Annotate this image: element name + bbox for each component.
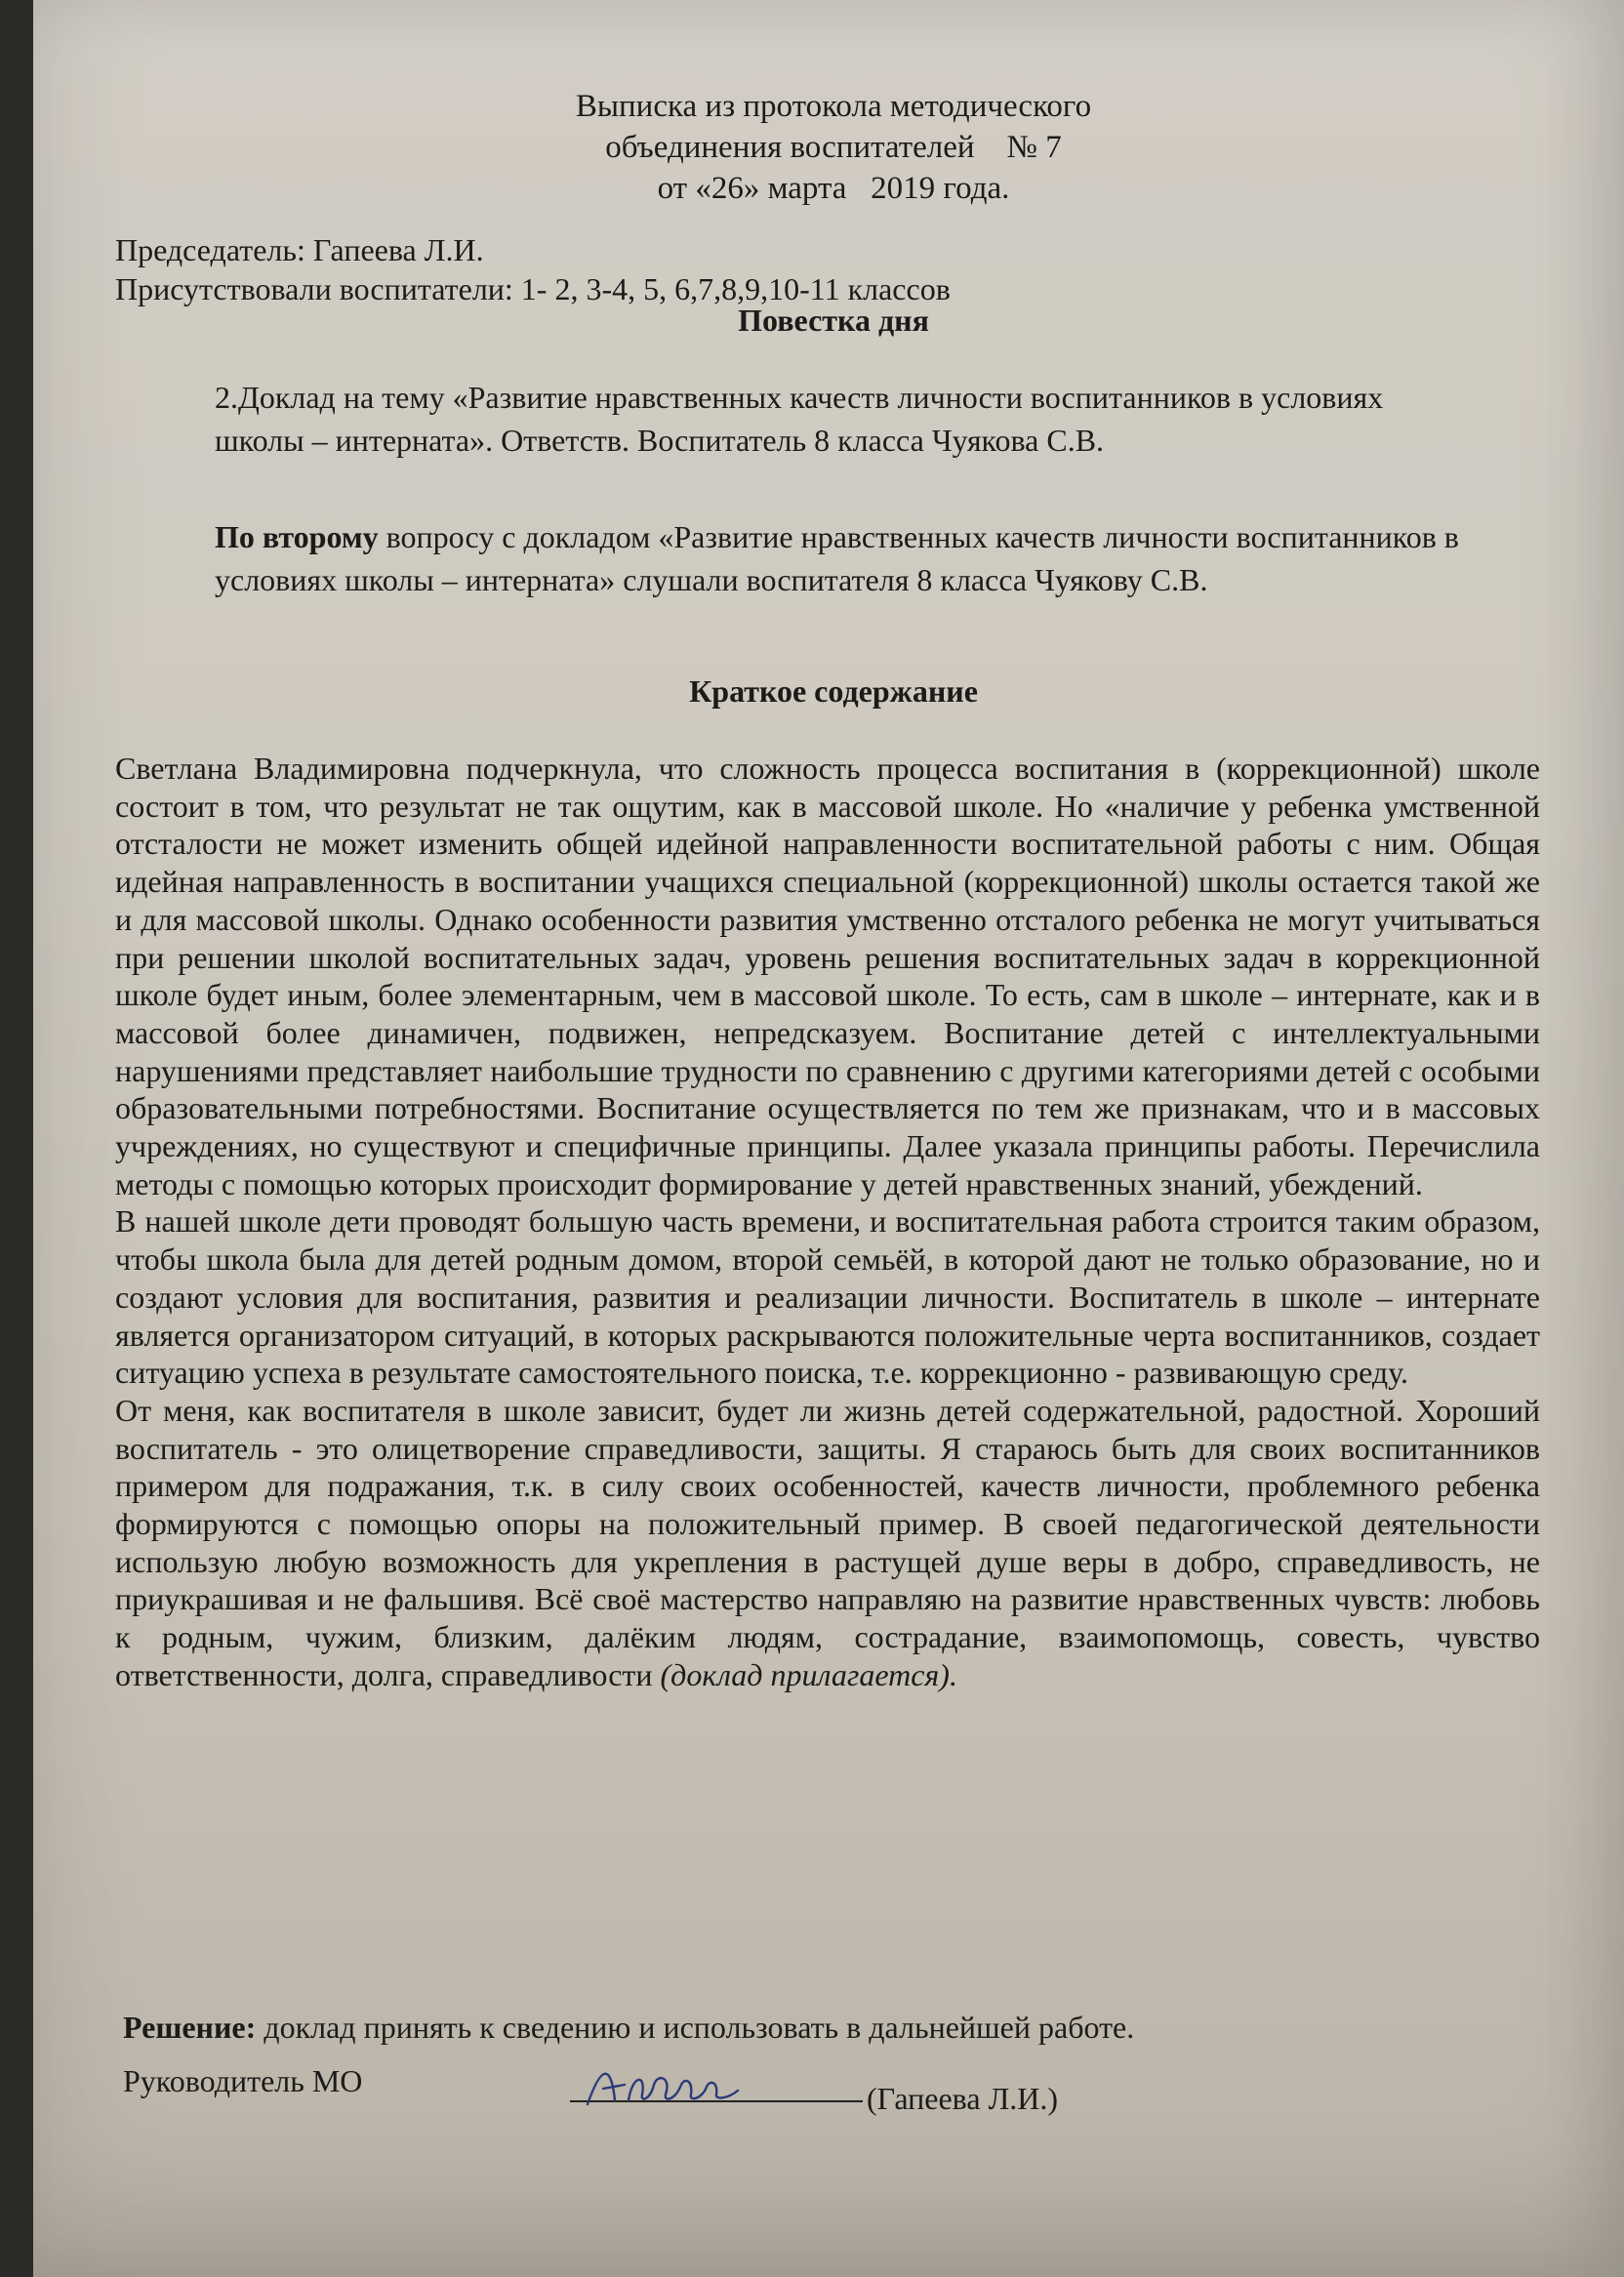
title-line-3: от «26» марта 2019 года.: [657, 171, 1010, 206]
summary-paragraph-2: В нашей школе дети проводят большую часть времени, и воспитательная работа строится таким образом, чтобы школа была для детей родным домом, второй семьёй, в которой дают не только образование, но и создают условия для воспитания, развития и реализации личности. Воспитатель в школе – интернате является организатором ситуаций, в которых раскрываются положительные черта воспитанников, создает ситуацию успеха в результате самостоятельного поиска, т.е. коррекционно - развивающую среду.: [115, 1203, 1540, 1391]
title-line-1: Выписка из протокола методического: [575, 89, 1092, 124]
summary-paragraph-1: Светлана Владимировна подчеркнула, что сложность процесса воспитания в (коррекционной) школе состоит в том, что результат не так ощутим, как в массовой школе. Но «наличие у ребенка умственной отсталости не может изменить общей идейной направленности воспитательной работы с ним. Общая идейная направленность в воспитании учащихся специальной (коррекционной) школы остается такой же и для массовой школы. Однако особенности развития умственно отсталого ребенка не могут учитываться при решении школой воспитательных задач, уровень решения воспитательных задач в коррекционной школе будет иным, более элементарным, чем в массовой школе. То есть, сам в школе – интернате, как и в массовой более динамичен, подвижен, непредсказуем. Воспитание детей с интеллектуальными нарушениями представляет наибольшие трудности по сравнению с другими категориями детей с особыми образовательными потребностями. Воспитание осуществляется по тем же признакам, что и в массовых учреждениях, но существуют и специфичные принципы. Далее указала принципы работы. Перечислила методы с помощью которых происходит формирование у детей нравственных знаний, убеждений.: [115, 751, 1540, 1201]
decision: [123, 2009, 1392, 2046]
document-title: [414, 86, 1253, 209]
second-question-lead: По второму: [215, 519, 379, 554]
attendees: Присутствовали воспитатели: 1- 2, 3-4, 5, 6,7,8,9,10-11 классов: [115, 271, 951, 306]
summary-paragraph-3-text: От меня, как воспитателя в школе зависит, будет ли жизнь детей содержательной, радостной. Хороший воспитатель - это олицетворение справедливости, защиты. Я стараюсь быть для своих воспитанников примером для подражания, т.к. в силу своих особенностей, качеств личности, проблемного ребенка формируются с помощью опоры на положительный пример. В своей педагогической деятельности использую любую возможность для укрепления в растущей душе веры в добро, справедливость, не приукрашивая и не фальшивя. Всё своё мастерство направляю на развитие нравственных чувств: любовь к родным, чужим, близким, далёким людям, сострадание, взаимопомощь, совесть, чувство ответственности, долга, справедливости: [115, 1392, 1540, 1692]
second-question-text: вопросу с докладом «Развитие нравственных качеств личности воспитанников в условиях школы – интерната» слушали воспитателя 8 класса Чуякову С.В.: [215, 519, 1459, 597]
decision-text: доклад принять к сведению и использовать в дальнейшей работе.: [256, 2010, 1135, 2045]
title-line-2: объединения воспитателей № 7: [605, 130, 1062, 165]
attachment-note: (доклад прилагается).: [660, 1656, 957, 1692]
decision-label: Решение:: [123, 2010, 257, 2045]
meeting-info: [115, 230, 1286, 308]
summary-heading: Краткое содержание: [689, 673, 978, 709]
summary-paragraph-3: [115, 1392, 1540, 1694]
signer-name: (Гапеева Л.И.): [867, 2081, 1059, 2116]
chairperson: Председатель: Гапеева Л.И.: [115, 232, 484, 267]
signature-row: [123, 2063, 1294, 2122]
handwritten-signature: [582, 2055, 767, 2112]
document-page: [33, 0, 1624, 2277]
signer-role: Руководитель МО: [123, 2063, 363, 2098]
summary-body: [115, 750, 1540, 1694]
agenda-heading: Повестка дня: [738, 303, 929, 338]
agenda-item: 2.Доклад на тему «Развитие нравственных качеств личности воспитанников в условиях школы – интерната». Ответств. Воспитатель 8 класса Чуякова С.В.: [215, 380, 1384, 458]
second-question: [215, 515, 1474, 601]
